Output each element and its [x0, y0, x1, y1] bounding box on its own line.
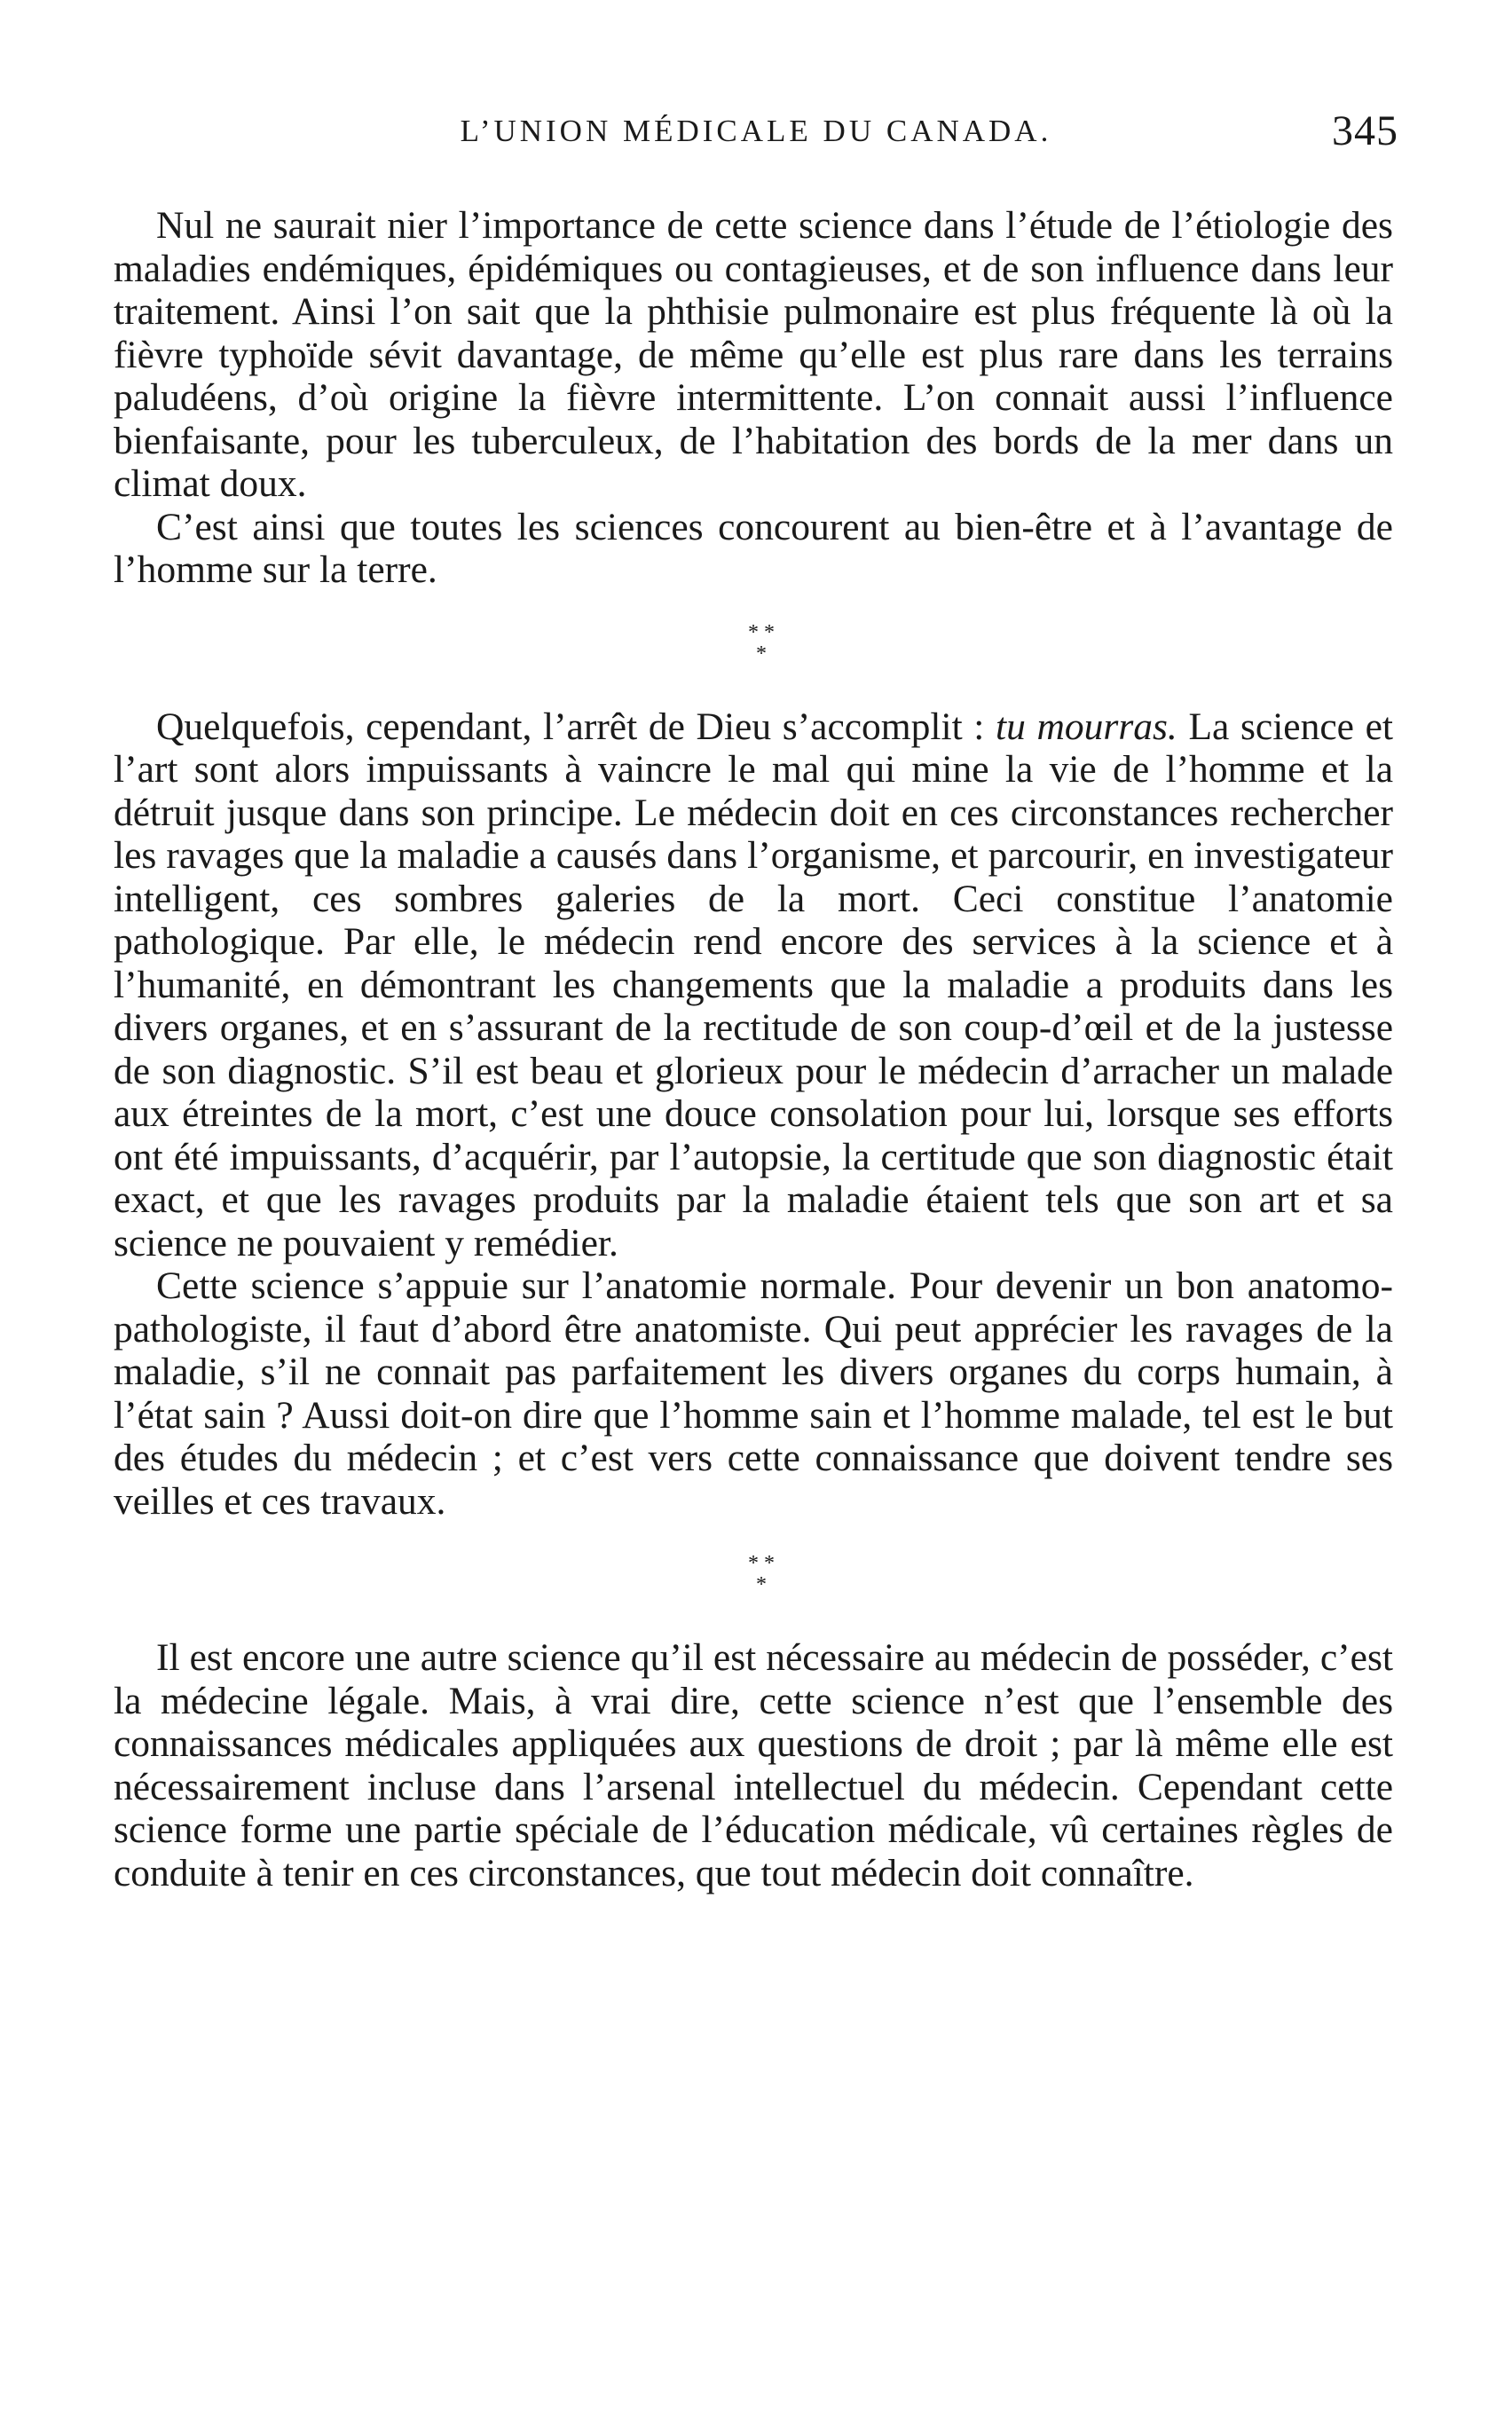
paragraph-medecine-legale: Il est encore une autre science qu’il est nécessaire au médecin de posséder, c’est la médecine légale. Mais, à vrai dire, cette science n’est que l’ensemble des connaissances médicales appliquées aux questions de droit ; par là même elle est nécessairement incluse dans l’arsenal intellectuel du médecin. Cependant cette science forme une partie spéciale de l’éducation médicale, vû certaines règles de conduite à tenir en ces circonstances, que tout médecin doit connaître. — [114, 1636, 1393, 1894]
paragraph-text: La science et l’art sont alors impuissants à vaincre le mal qui mine la vie de l’homme et la détruit jusque dans son principe. Le médecin doit en ces circonstances rechercher les ravages que la maladie a causés dans l’organisme, et parcourir, en investigateur intelligent, ces sombres galeries de la mort. Ceci constitue l’anatomie pathologique. Par elle, le médecin rend encore des services à la science et à l’humanité, en démontrant les changements que la maladie a produits dans les divers organes, et en s’assurant de la rectitude de son coup-d’œil et de la justesse de son diagnostic. S’il est beau et glorieux pour le médecin d’arracher un malade aux étreintes de la mort, c’est une douce consolation pour lui, lorsque ses efforts ont été impuissants, d’acquérir, par l’autopsie, la certitude que son diagnostic était exact, et que les ravages produits par la maladie étaient tels que son art et sa science ne pouvaient y remédier. — [114, 705, 1393, 1264]
asterism-stars: * * * — [748, 620, 775, 666]
asterism-stars: * * * — [748, 1552, 775, 1596]
section-asterism-2 — [114, 1523, 1393, 1636]
paragraph-sciences-concourent: C’est ainsi que toutes les sciences concourent au bien-être et à l’avantage de l’homme sur la terre. — [114, 505, 1393, 591]
section-asterism-1 — [114, 592, 1393, 705]
running-head — [114, 107, 1398, 167]
body-text — [114, 204, 1393, 1894]
running-title: L’UNION MÉDICALE DU CANADA. — [460, 114, 1052, 148]
paragraph-etiologie: Nul ne saurait nier l’importance de cette science dans l’étude de l’étiologie des maladies endémiques, épidémiques ou contagieuses, et de son influence dans leur traitement. Ainsi l’on sait que la phthisie pulmonaire est plus fréquente là où la fièvre typhoïde sévit davantage, de même qu’elle est plus rare dans les terrains paludéens, d’où origine la fièvre intermittente. L’on connait aussi l’influence bienfaisante, pour les tuberculeux, de l’habitation des bords de la mer dans un climat doux. — [114, 204, 1393, 505]
paragraph-text: Quelquefois, cependant, l’arrêt de Dieu s’accomplit : — [156, 705, 996, 748]
italic-quote: tu mourras. — [996, 705, 1177, 748]
paragraph-anatomie-normale: Cette science s’appuie sur l’anatomie normale. Pour devenir un bon anatomo-pathologiste, il faut d’abord être anatomiste. Qui peut apprécier les ravages de la maladie, s’il ne connait pas parfaitement les divers organes du corps humain, à l’état sain ? Aussi doit-on dire que l’homme sain et l’homme malade, tel est le but des études du médecin ; et c’est vers cette connaissance que doivent tendre ses veilles et ces travaux. — [114, 1264, 1393, 1523]
paragraph-anatomie-pathologique — [114, 705, 1393, 1265]
page-number: 345 — [1332, 107, 1398, 154]
